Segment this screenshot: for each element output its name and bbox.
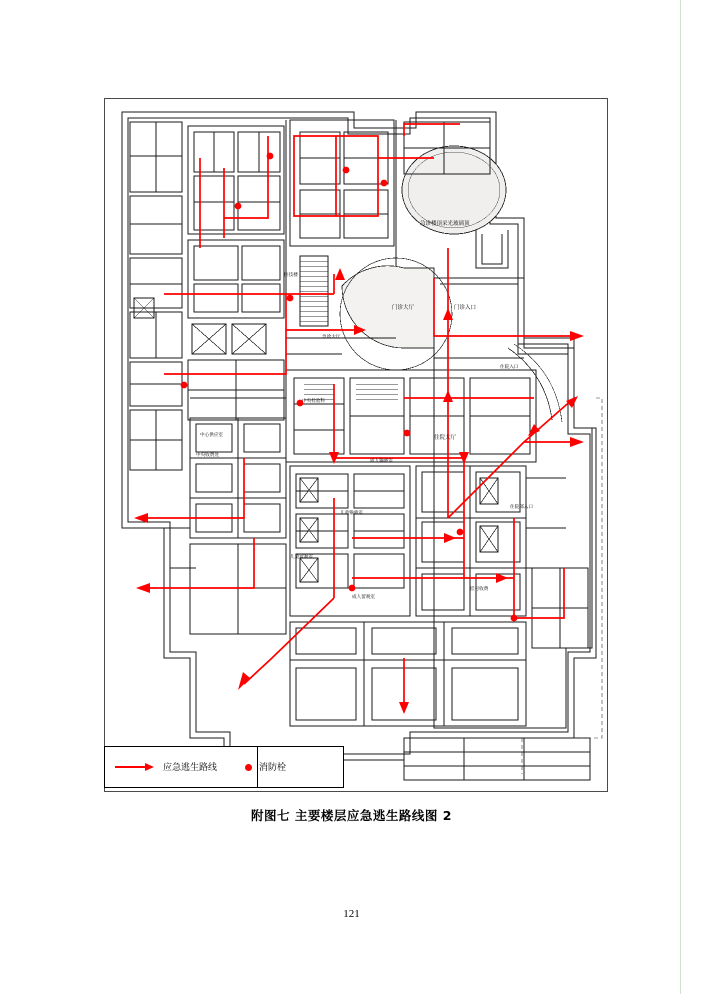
plan-label-ward-entrance: 住院部入口: [510, 505, 533, 510]
legend-item-escape-route: [115, 762, 217, 772]
plan-label-emergency-hall: 急诊大厅: [322, 335, 341, 340]
plan-label-outpatient-entrance: 门诊入口: [454, 305, 477, 311]
floor-plan-figure: [104, 98, 608, 792]
plan-label-central-supply: 中心供应室: [200, 433, 223, 438]
plan-label-cashier: 中央收费处: [196, 453, 219, 458]
legend-label-escape-route: 应急逃生路线: [163, 761, 218, 772]
plan-label-adult-infusion: 成人输液室: [370, 459, 393, 464]
plan-label-registration: 挂号收费: [470, 587, 489, 592]
plan-label-outpatient-hall: 门诊大厅: [392, 305, 415, 311]
plan-label-central-lab: 中央检验科: [302, 399, 325, 404]
page-number: 121: [343, 908, 360, 920]
page-margin-rule: [680, 0, 681, 994]
figure-caption: 附图七 主要楼层应急逃生路线图 2: [251, 808, 452, 823]
legend-label-hydrant: 消防栓: [259, 761, 287, 772]
red-arrow-icon: [115, 762, 155, 772]
plan-label-adult-observation: 成人留观室: [352, 595, 375, 600]
plan-label-inpatient-hall: 住院大厅: [434, 435, 457, 441]
plan-label-inpatient-entrance: 住院入口: [500, 365, 519, 370]
plan-label-medtech: 医技楼: [284, 273, 298, 278]
legend-item-hydrant: [245, 763, 286, 772]
plan-label-child-observation: 儿童留观室: [290, 555, 313, 560]
plan-label-skylight: 急诊楼顶采光玻璃顶: [420, 221, 470, 227]
legend-box: [104, 746, 344, 788]
floor-plan-drawing: [104, 98, 608, 792]
red-dot-icon: [245, 764, 252, 771]
plan-label-child-infusion: 儿童输液室: [340, 511, 363, 516]
